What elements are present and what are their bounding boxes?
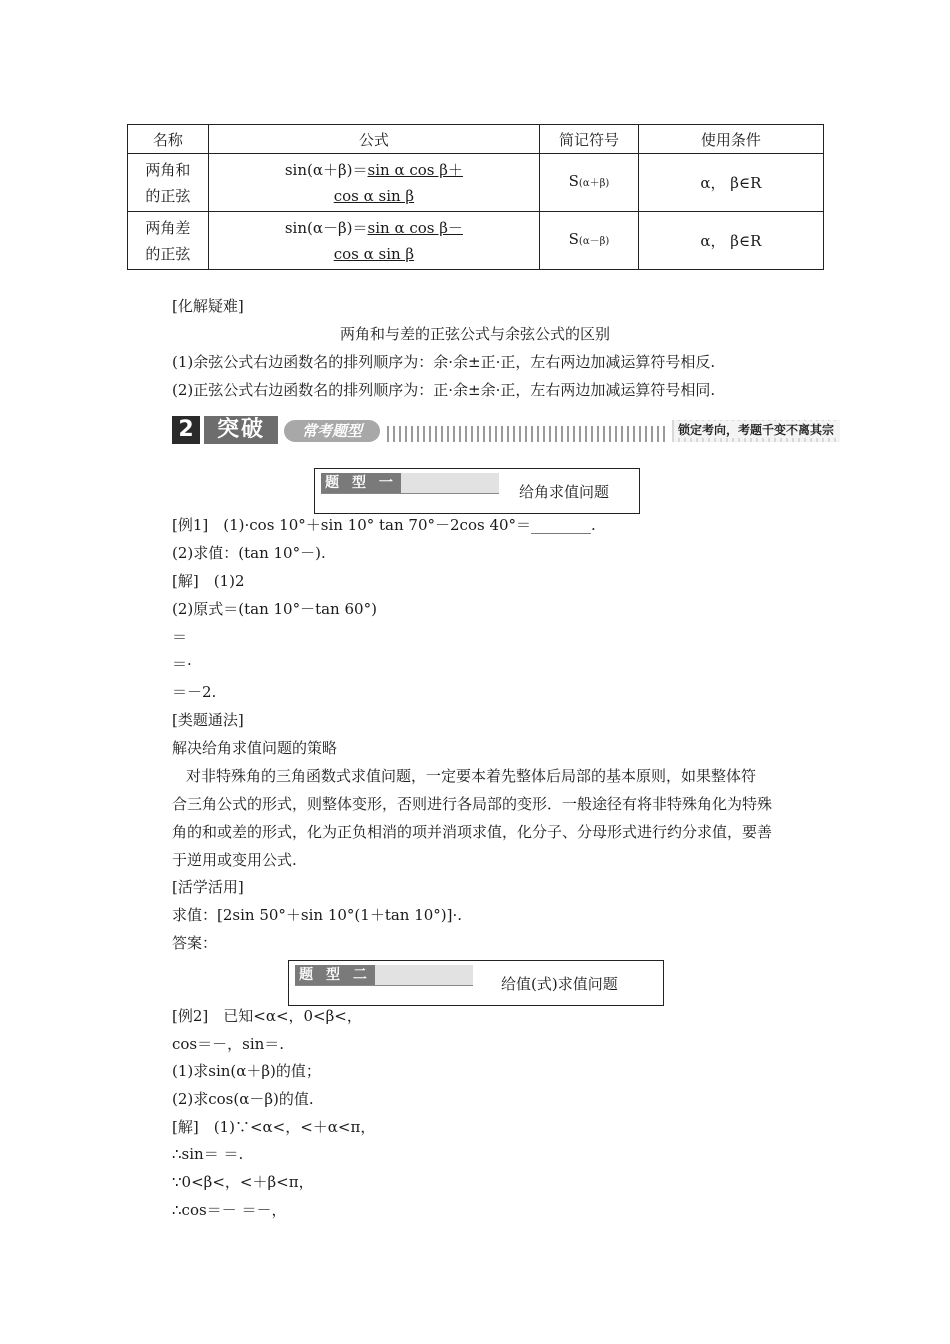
solution-line: [解] (1)2 xyxy=(172,572,245,590)
header-symbol: 简记符号 xyxy=(540,125,639,154)
table-row xyxy=(128,154,824,212)
banner-stripes xyxy=(387,426,667,442)
row-formula-cell xyxy=(208,212,540,270)
formula-blank: cos α sin β xyxy=(333,186,415,205)
example-question: [例1] (1)·cos 10°＋sin 10° tan 70°－2cos 40°＝________. xyxy=(172,516,596,534)
banner-title: 突破 xyxy=(204,416,278,444)
method-paragraph-line: 合三角公式的形式，则整体变形，否则进行各局部的变形．一般途径有将非特殊角化为特殊 xyxy=(172,795,773,813)
formula-lhs: sin(α－β)＝ xyxy=(284,218,368,237)
symbol-subscript: (α＋β) xyxy=(578,178,610,189)
solution-line: ∴sin＝ ＝. xyxy=(172,1145,244,1163)
type-tag: 题 型 一 xyxy=(321,473,401,493)
practice-question: 求值：[2sin 50°＋sin 10°(1＋tan 10°)]·. xyxy=(172,906,463,924)
method-title: 解决给角求值问题的策略 xyxy=(172,739,338,757)
row-name-line: 两角差 xyxy=(145,218,191,237)
type-two-box xyxy=(288,960,664,1006)
header-condition: 使用条件 xyxy=(638,125,823,154)
header-formula: 公式 xyxy=(208,125,540,154)
row-name-line: 的正弦 xyxy=(145,186,191,205)
type-one-box xyxy=(314,468,640,514)
symbol-base: S xyxy=(568,172,579,190)
table-row xyxy=(128,212,824,270)
formula-blank: sin α cos β＋ xyxy=(367,160,463,179)
type-tag: 题 型 二 xyxy=(295,965,375,985)
banner-motto: 锁定考向，考题千变不离其宗 xyxy=(678,423,835,437)
row-symbol-cell xyxy=(540,212,639,270)
row-condition-cell: α， β∈R xyxy=(638,154,823,212)
clarify-paragraph: (2)正弦公式右边函数名的排列顺序为：正·余±余·正，左右两边加减运算符号相同. xyxy=(172,381,716,399)
example-question: (2)求值：(tan 10°－). xyxy=(172,544,326,562)
type-label: 给值(式)求值问题 xyxy=(501,975,618,993)
symbol-subscript: (α－β) xyxy=(578,236,610,247)
banner-number: 2 xyxy=(172,416,200,444)
formula-blank: sin α cos β－ xyxy=(367,218,463,237)
example-question: (2)求cos(α－β)的值. xyxy=(172,1090,314,1108)
row-formula-cell xyxy=(208,154,540,212)
solution-line: [解] (1)∵<α<，<＋α<π， xyxy=(172,1118,376,1136)
row-condition-cell: α， β∈R xyxy=(638,212,823,270)
practice-tag: [活学活用] xyxy=(172,878,244,896)
banner-motto-bar xyxy=(672,420,840,442)
method-paragraph-line: 于逆用或变用公式. xyxy=(172,851,297,869)
solution-line: ＝· xyxy=(172,655,192,673)
row-name-line: 的正弦 xyxy=(145,244,191,263)
solution-line: ∵0<β<，<＋β<π， xyxy=(172,1173,314,1191)
clarify-tag: [化解疑难] xyxy=(172,297,244,315)
row-name-line: 两角和 xyxy=(145,160,191,179)
header-name: 名称 xyxy=(128,125,209,154)
example-question: [例2] 已知<α<，0<β<， xyxy=(172,1007,362,1025)
row-name-cell xyxy=(128,154,209,212)
clarify-title: 两角和与差的正弦公式与余弦公式的区别 xyxy=(340,325,611,343)
symbol-base: S xyxy=(568,230,579,248)
solution-line: (2)原式＝(tan 10°－tan 60°) xyxy=(172,600,377,618)
solution-line: ＝－2. xyxy=(172,683,217,701)
formula-blank: cos α sin β xyxy=(333,244,415,263)
clarify-paragraph: (1)余弦公式右边函数名的排列顺序为：余·余±正·正，左右两边加减运算符号相反. xyxy=(172,353,716,371)
practice-answer: 答案： xyxy=(172,934,218,952)
method-paragraph-line: 角的和或差的形式，化为正负相消的项并消项求值，化分子、分母形式进行约分求值，要善 xyxy=(172,823,773,841)
example-question: cos＝－，sin＝. xyxy=(172,1035,285,1053)
row-name-cell xyxy=(128,212,209,270)
method-paragraph-line: 对非特殊角的三角函数式求值问题，一定要本着先整体后局部的基本原则，如果整体符 xyxy=(186,767,757,785)
banner-subtitle: 常考题型 xyxy=(284,420,380,442)
type-label: 给角求值问题 xyxy=(519,483,610,501)
table-header-row xyxy=(128,125,824,154)
solution-line: ＝ xyxy=(172,628,188,646)
formula-table xyxy=(127,124,824,270)
method-tag: [类题通法] xyxy=(172,711,244,729)
example-question: (1)求sin(α＋β)的值； xyxy=(172,1062,321,1080)
formula-lhs: sin(α＋β)＝ xyxy=(284,160,368,179)
solution-line: ∴cos＝－ ＝－， xyxy=(172,1201,287,1219)
section-banner xyxy=(172,412,840,448)
row-symbol-cell xyxy=(540,154,639,212)
